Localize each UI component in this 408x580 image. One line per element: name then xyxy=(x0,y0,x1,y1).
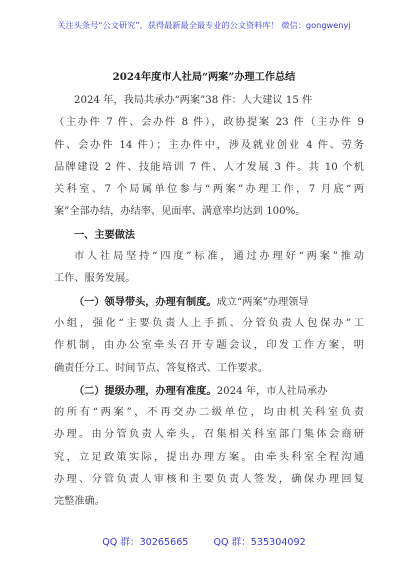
paragraph-4-line: 办理。由分管负责人牵头，召集相关科室部门集体会商研 xyxy=(54,429,364,441)
paragraph-1-line: 案”全部办结，办结率、见面率、满意率均达到 100%。 xyxy=(54,206,306,218)
paragraph-3-first-line xyxy=(54,291,364,313)
paragraph-4-line: 的所有“两案”，不再交办二级单位，均由机关科室负责 xyxy=(54,407,364,419)
paragraph-3-line: 小组，强化“主要负责人上手抓、分管负责人包保办”工 xyxy=(54,317,364,329)
section-heading: 一、主要做法 xyxy=(74,228,136,241)
paragraph-4-line: 完整准确。 xyxy=(54,496,105,508)
promo-banner: 关注头条号“公文研究”，获得最新最全最专业的公文资料库！ 微信：gongwenyj xyxy=(57,20,351,30)
document-body xyxy=(54,90,364,514)
paragraph-4-first-line xyxy=(54,380,364,402)
paragraph-4-text: 2024 年，市人社局承办 xyxy=(216,385,328,397)
paragraph-1-line: 关科室、7 个局属单位参与“两案”办理工作，7 月底“两 xyxy=(54,184,364,196)
paragraph-3-text: 成立“两案”办理领导 xyxy=(216,296,309,308)
document-title: 2024年度市人社局“两案”办理工作总结 xyxy=(112,71,296,83)
paragraph-4-line: 办理、分管负责人审核和主要负责人签发，确保办理回复 xyxy=(54,474,364,486)
paragraph-3-line: 确责任分工、时间节点、答复格式、工作要求。 xyxy=(54,362,268,374)
subsection-heading: （一）领导带头，办理有制度。 xyxy=(74,295,217,308)
footer-contacts xyxy=(0,534,408,548)
paragraph-1-line: 品牌建设 2 件、技能培训 7 件、人才发展 3 件。共 10 个机 xyxy=(54,161,364,173)
paragraph-1-line: 件、会办件 14 件）；主办件中，涉及就业创业 4 件、劳务 xyxy=(54,139,364,151)
paragraph-1-line: 2024 年，我局共承办“两案”38 件：人大建议 15 件 xyxy=(74,95,313,106)
paragraph-3-line: 作机制，由办公室牵头召开专题会议，印发工作方案，明 xyxy=(54,340,364,352)
qq-group-1: QQ 群：30265665 xyxy=(102,537,189,548)
paragraph-4-line: 究，立足政策实际，提出办理方案。由牵头科室全程沟通 xyxy=(54,451,364,463)
paragraph-2-line: 工作、服务发展。 xyxy=(54,273,136,285)
paragraph-2-line: 市人社局坚持“四度”标准，通过办理好“两案”推动 xyxy=(74,251,364,263)
paragraph-1-line: （主办件 7 件、会办件 8 件），政协提案 23 件（主办件 9 xyxy=(54,117,364,129)
qq-group-2: QQ 群：535304092 xyxy=(213,537,306,548)
subsection-heading: （二）提级办理，办理有准度。 xyxy=(74,384,217,397)
